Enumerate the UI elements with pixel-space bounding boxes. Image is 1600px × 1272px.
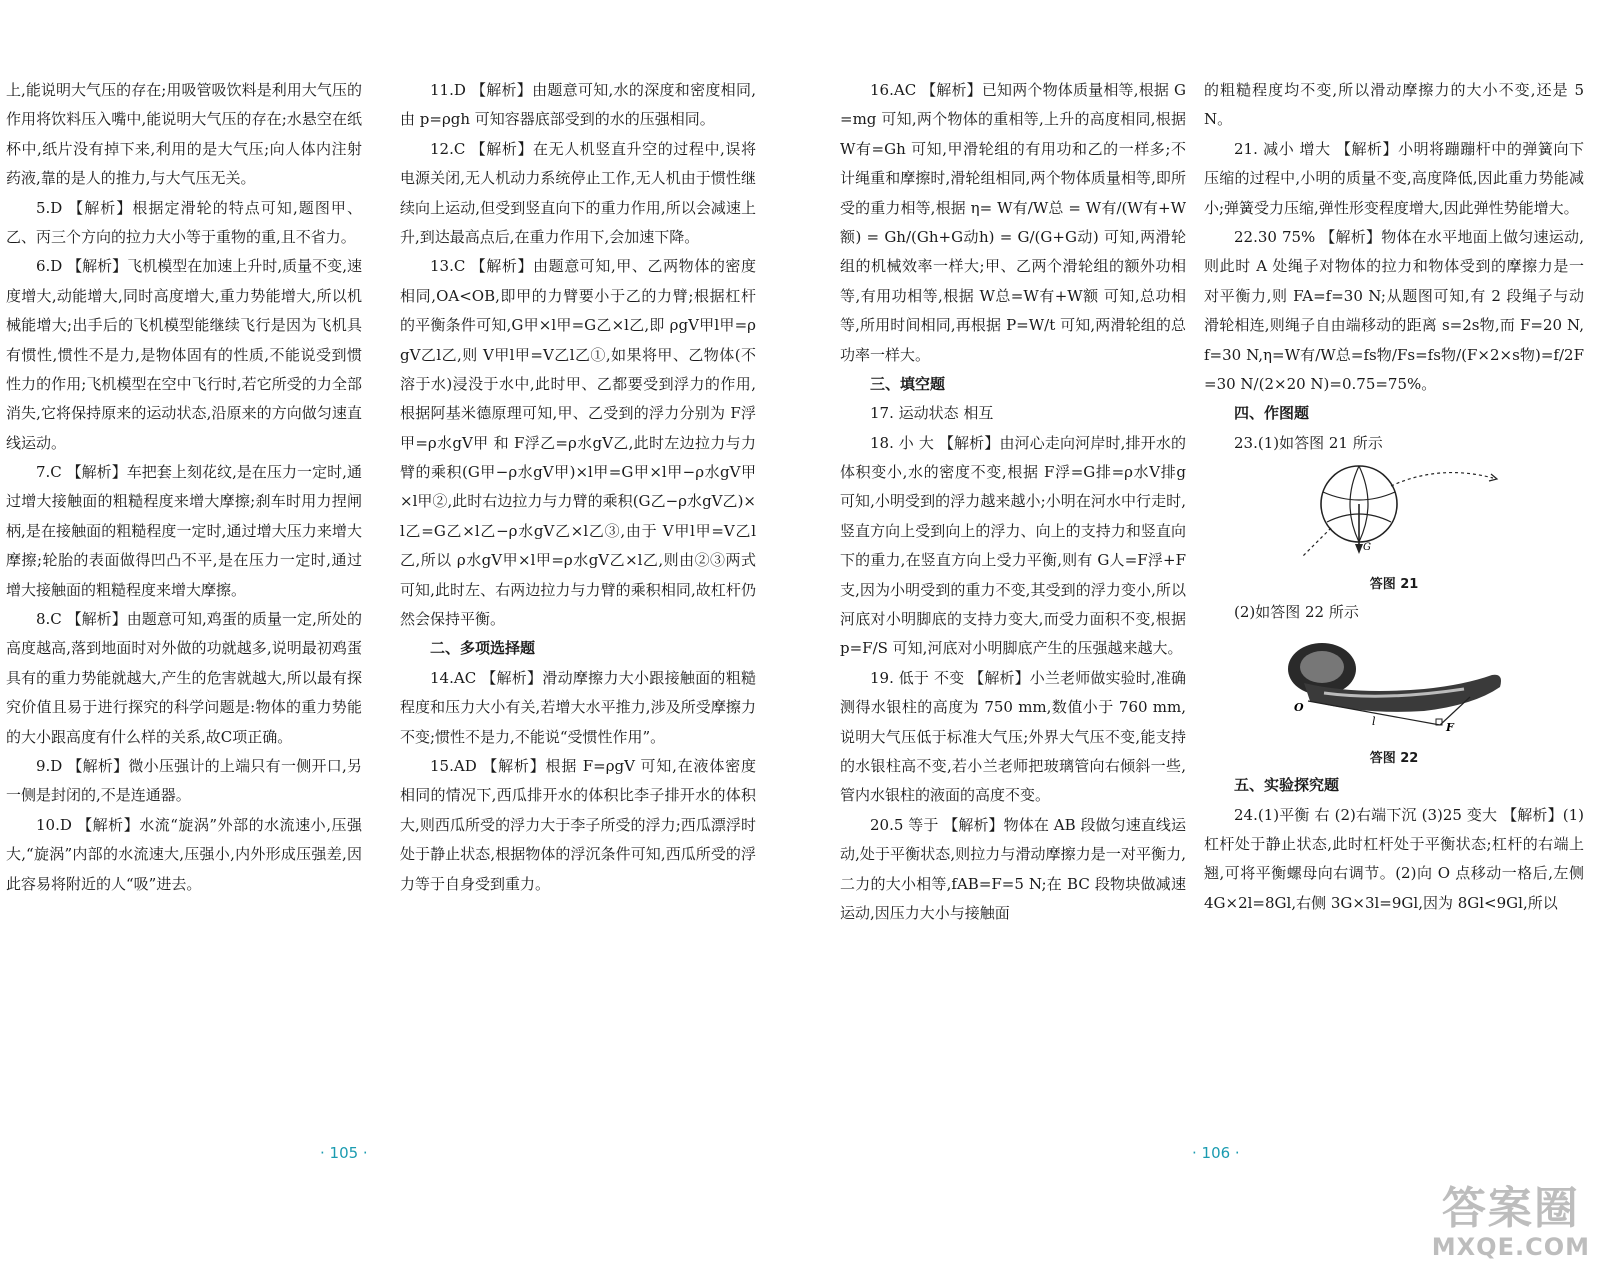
- section-heading-fill-in: 三、填空题: [870, 374, 946, 393]
- answer-18: 18. 小 大 【解析】由河心走向河岸时,排开水的体积变小,水的密度不变,根据 F浮=G排=ρ水V排g 可知,小明受到的浮力越来越小;小明在河水中行走时,竖直方向上受到向上的浮力、向上的支持力和竖直向下的重力,在竖直方向上受力平衡,则有 G人=F浮+F支,因为小明受到的重力不变,其受到的浮力变小,所以河底对小明脚底的支持力变大,而受力面积不变,根据 p=F/S 可知,河底对小明脚底产生的压强越来越大。: [840, 433, 1186, 658]
- answer-10: 10.D 【解析】水流“旋涡”外部的水流速小,压强大,“旋涡”内部的水流速大,压强小,内外形成压强差,因此容易将附近的人“吸”进去。: [6, 815, 362, 893]
- basketball-diagram: [1279, 462, 1509, 558]
- watermark-logo-text: 答案圈: [1441, 1183, 1580, 1235]
- answer-5: 5.D 【解析】根据定滑轮的特点可知,题图甲、乙、丙三个方向的拉力大小等于重物的重,且不省力。: [6, 198, 362, 246]
- section-heading-experiment: 五、实验探究题: [1234, 776, 1340, 795]
- right-page: [800, 0, 1600, 1272]
- answer-16: [840, 76, 1186, 370]
- page-number-106: · 106 ·: [1192, 1143, 1240, 1162]
- answer-4-continued: 上,能说明大气压的存在;用吸管吸饮料是利用大气压的作用将饮料压入嘴中,能说明大气压的存在;水悬空在纸杯中,纸片没有掉下来,利用的是大气压;向人体内注射药液,靠的是人的推力,与大气压无关。: [6, 81, 362, 188]
- label-o: O: [1294, 701, 1304, 715]
- answer-23-part-2: (2)如答图 22 所示: [1234, 602, 1359, 621]
- figure-22-caption: 答图 22: [1369, 750, 1419, 766]
- figure-21: [1204, 462, 1584, 568]
- answer-15: 15.AD 【解析】根据 F=ρgV 可知,在液体密度相同的情况下,西瓜排开水的体积比李子排开水的体积大,则西瓜所受的浮力大于李子所受的浮力;西瓜漂浮时处于静止状态,根据物体的浮沉条件可知,西瓜所受的浮力等于自身受到重力。: [400, 756, 756, 893]
- left-page: [0, 0, 792, 1272]
- left-column-1: [6, 76, 362, 899]
- door-handle-diagram: [1264, 631, 1524, 731]
- answer-16-part-2: 可知,两滑轮组的机械效率一样大;甲、乙两个滑轮组的额外功相等,有用功相等,根据 W总=W有+W额 可知,总功相等,所用时间相同,再根据 P=W/t 可知,两滑轮组的总功率一样大。: [840, 227, 1186, 364]
- answer-6: 6.D 【解析】飞机模型在加速上升时,质量不变,速度增大,动能增大,同时高度增大,重力势能增大,所以机械能增大;出手后的飞机模型能继续飞行是因为飞机具有惯性,惯性不是力,是物体固有的性质,不能说受到惯性力的作用;飞机模型在空中飞行时,若它所受的力全部消失,它将保持原来的运动状态,沿原来的方向做匀速直线运动。: [6, 257, 362, 452]
- answer-8: 8.C 【解析】由题意可知,鸡蛋的质量一定,所处的高度越高,落到地面时对外做的功就越多,说明最初鸡蛋具有的重力势能就越大,产生的危害就越大,所以最有探究价值且易于进行探究的科学问题是:物体的重力势能的大小跟高度有什么样的关系,故C项正确。: [6, 610, 362, 746]
- answer-17: 17. 运动状态 相互: [870, 404, 994, 423]
- answer-24: 24.(1)平衡 右 (2)右端下沉 (3)25 变大 【解析】(1)杠杆处于静止状态,此时杠杆处于平衡状态;杠杆的右端上翘,可将平衡螺母向右调节。(2)向 O 点移动一格后,左侧 4G×2l=8Gl,右侧 3G×3l=9Gl,因为 8Gl<9Gl,所以: [1204, 805, 1584, 912]
- watermark-url: MXQE.COM: [1431, 1232, 1590, 1261]
- watermark: [1432, 1185, 1590, 1260]
- answer-23-part-1: 23.(1)如答图 21 所示: [1234, 433, 1383, 452]
- answer-21: 21. 减小 增大 【解析】小明将蹦蹦杆中的弹簧向下压缩的过程中,小明的质量不变,高度降低,因此重力势能减小;弹簧受力压缩,弹性形变程度增大,因此弹性势能增大。: [1204, 139, 1584, 217]
- answer-9: 9.D 【解析】微小压强计的上端只有一侧开口,另一侧是封闭的,不是连通器。: [6, 756, 362, 805]
- label-f: F: [1446, 721, 1454, 732]
- answer-7: 7.C 【解析】车把套上刻花纹,是在压力一定时,通过增大接触面的粗糙程度来增大摩擦;刹车时用力捏闸柄,是在接触面的粗糙程度一定时,通过增大压力来增大摩擦;轮胎的表面做得凹凸不平,是在压力一定时,通过增大接触面的粗糙程度来增大摩擦。: [6, 463, 362, 599]
- left-column-2: [400, 76, 756, 899]
- answer-20: 20.5 等于 【解析】物体在 AB 段做匀速直线运动,处于平衡状态,则拉力与滑动摩擦力是一对平衡力,二力的大小相等,fAB=F=5 N;在 BC 段物块做减速运动,因压力大小与接触面: [840, 815, 1186, 922]
- answer-14: 14.AC 【解析】滑动摩擦力大小跟接触面的粗糙程度和压力大小有关,若增大水平推力,涉及所受摩擦力不变;惯性不是力,不能说“受惯性作用”。: [400, 668, 756, 746]
- label-l: l: [1372, 715, 1376, 729]
- right-column-1: [840, 76, 1186, 928]
- answer-16-formula: W有/W总 = W有/(W有+W额) = Gh/(Gh+G动h) = G/(G+G动): [840, 198, 1186, 246]
- answer-19: 19. 低于 不变 【解析】小兰老师做实验时,准确测得水银柱的高度为 750 mm,数值小于 760 mm,说明大气压低于标准大气压;外界大气压不变,能支持的水银柱高不变,若小兰老师把玻璃管向右倾斜一些,管内水银柱的液面的高度不变。: [840, 668, 1186, 805]
- answer-22: 22.30 75% 【解析】物体在水平地面上做匀速运动,则此时 A 处绳子对物体的拉力和物体受到的摩擦力是一对平衡力,则 FA=f=30 N;从题图可知,有 2 段绳子与动滑轮相连,则绳子自由端移动的距离 s=2s物,而 F=20 N,f=30 N,η=W有/W总=fs物/Fs=fs物/(F×2×s物)=f/2F=30 N/(2×20 N)=0.75=75%。: [1204, 227, 1584, 393]
- answer-20-continued: 的粗糙程度均不变,所以滑动摩擦力的大小不变,还是 5 N。: [1204, 81, 1584, 129]
- answer-16-part-1: 16.AC 【解析】已知两个物体质量相等,根据 G=mg 可知,两个物体的重相等,上升的高度相同,根据 W有=Gh 可知,甲滑轮组的有用功和乙的一样多;不计绳重和摩擦时,滑轮组相同,两个物体质量相等,即所受的重力相等,根据 η=: [840, 81, 1186, 217]
- label-g: G: [1363, 542, 1371, 554]
- answer-13: 13.C 【解析】由题意可知,甲、乙两物体的密度相同,OA<OB,即甲的力臂要小于乙的力臂;根据杠杆的平衡条件可知,G甲×l甲=G乙×l乙,即 ρgV甲l甲=ρgV乙l乙,则 V甲l甲=V乙l乙①,如果将甲、乙物体(不溶于水)浸没于水中,此时甲、乙都要受到浮力的作用,根据阿基米德原理可知,甲、乙受到的浮力分别为 F浮甲=ρ水gV甲 和 F浮乙=ρ水gV乙,此时左边拉力与力臂的乘积(G甲−ρ水gV甲)×l甲=G甲×l甲−ρ水gV甲×l甲②,此时右边拉力与力臂的乘积(G乙−ρ水gV乙)×l乙=G乙×l乙−ρ水gV乙×l乙③,由于 V甲l甲=V乙l乙,所以 ρ水gV甲×l甲=ρ水gV乙×l乙,则由②③两式可知,此时左、右两边拉力与力臂的乘积相同,故杠杆仍然会保持平衡。: [400, 257, 756, 629]
- figure-21-caption: 答图 21: [1369, 577, 1419, 593]
- figure-22: [1204, 631, 1584, 741]
- section-heading-multiple-choice: 二、多项选择题: [430, 639, 536, 658]
- section-heading-drawing: 四、作图题: [1234, 404, 1310, 423]
- right-column-2: [1204, 76, 1584, 918]
- page-number-105: · 105 ·: [320, 1143, 368, 1162]
- answer-11: 11.D 【解析】由题意可知,水的深度和密度相同,由 p=ρgh 可知容器底部受到的水的压强相同。: [400, 81, 756, 129]
- answer-12: 12.C 【解析】在无人机竖直升空的过程中,误将电源关闭,无人机动力系统停止工作,无人机由于惯性继续向上运动,但受到竖直向下的重力作用,所以会减速上升,到达最高点后,在重力作用下,会加速下降。: [400, 139, 756, 246]
